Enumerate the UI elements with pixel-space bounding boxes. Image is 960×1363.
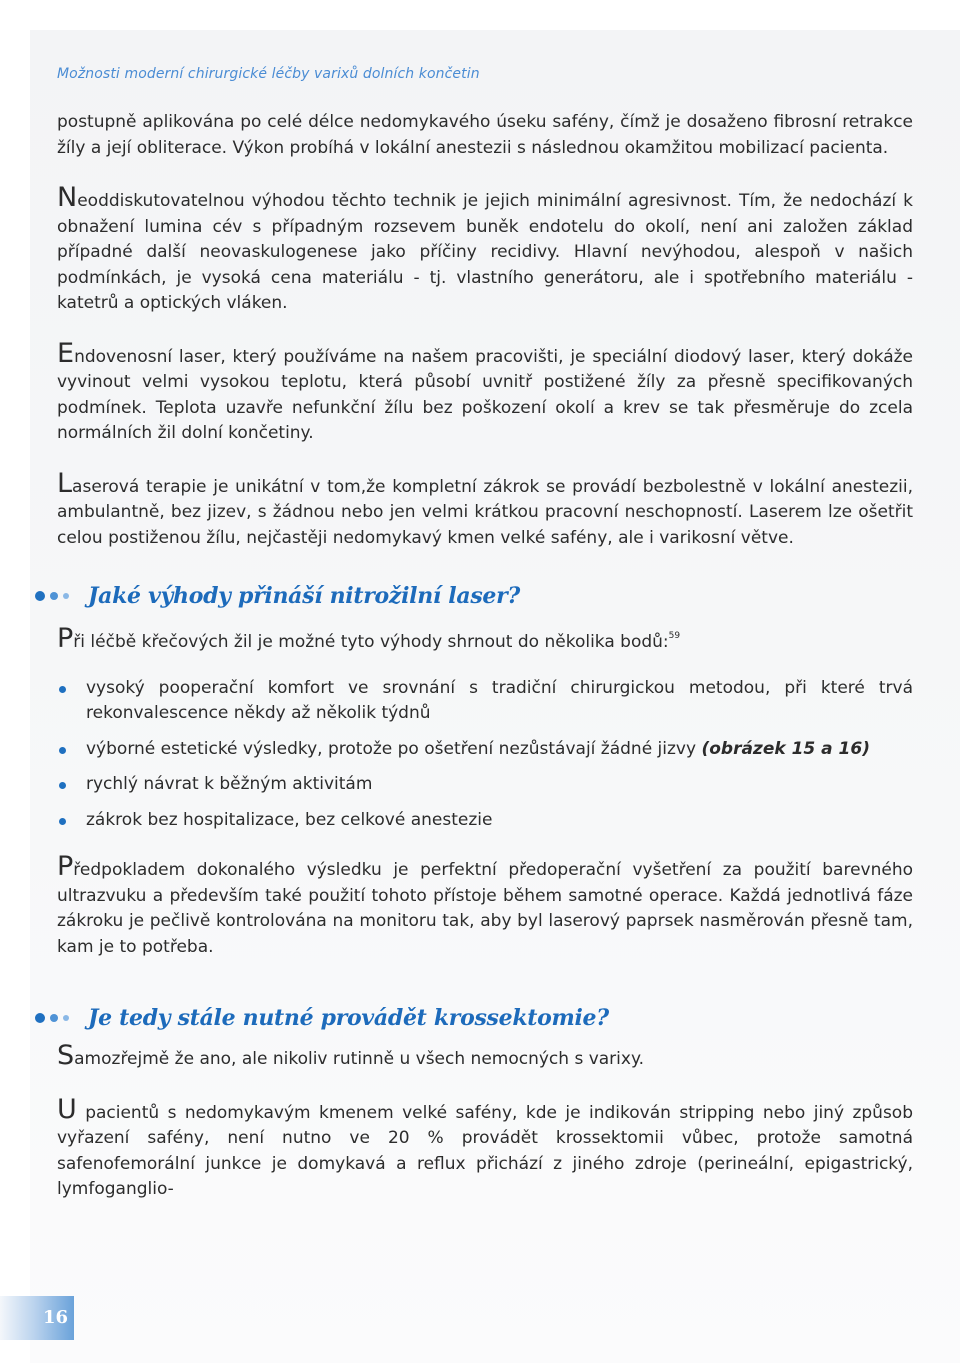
paragraph-endovenous-laser: [57, 337, 913, 447]
list-item-text: výborné estetické výsledky, protože po ošetření nezůstávají žádné jizvy: [86, 738, 702, 759]
bullet-icon: [59, 686, 66, 693]
paragraph-text: aserová terapie je unikátní v tom,že kompletní zákrok se provádí bezbolestně v lokální anestezii, ambulantně, bez jizev, s žádnou nebo jen velmi krátkou pracovní neschopností. Laserem lze ošetřit celou postiženou žílu, nejčastěji nedomykavý kmen velké safény, ale i varikosní větve.: [57, 476, 913, 548]
benefits-list: [57, 676, 913, 834]
paragraph-answer: [57, 1040, 913, 1073]
list-item: [57, 772, 913, 798]
page-content: [57, 110, 913, 1203]
drop-initial: P: [57, 851, 74, 882]
list-item: [57, 737, 913, 763]
paragraph-text: amozřejmě že ano, ale nikoliv rutinně u všech nemocných s varixy.: [74, 1049, 644, 1069]
paragraph-text: pacientů s nedomykavým kmenem velké safény, kde je indikován stripping nebo jiný způsob vyřazení safény, není nutno ve 20 % provádět krossektomii vůbec, protože samotná safenofemorální junkce je domykavá a reflux přichází z jiného zdroje (perineální, epigastrický, lymfoganglio-: [57, 1102, 913, 1199]
paragraph-text: ři léčbě křečových žil je možné tyto výhody shrnout do několika bodů:: [73, 632, 669, 652]
heading-text: Je tedy stále nutné provádět krossektomie?: [88, 1005, 609, 1031]
list-item: [57, 808, 913, 834]
paragraph-text: postupně aplikována po celé délce nedomykavého úseku safény, čímž je dosaženo fibrosní retrakce žíly a její obliterace. Výkon probíhá v lokální anestezii s následnou okamžitou mobilizací pacienta.: [57, 112, 913, 158]
list-item-text: zákrok bez hospitalizace, bez celkové anestezie: [86, 809, 493, 830]
page-number: 16: [42, 1307, 68, 1328]
list-item-text: rychlý návrat k běžným aktivitám: [86, 774, 373, 794]
running-header: Možnosti moderní chirurgické léčby varixů dolních končetin: [57, 66, 480, 82]
heading-text: Jaké výhody přináší nitrožilní laser?: [88, 583, 520, 609]
drop-initial: L: [57, 467, 73, 499]
heading-dots-icon: [35, 1013, 74, 1023]
section-heading-crossectomy: [57, 1000, 913, 1036]
paragraph-laser-therapy: [57, 467, 913, 552]
drop-initial: S: [57, 1040, 75, 1071]
paragraph-advantages: [57, 182, 913, 317]
paragraph-benefits-intro: [57, 624, 913, 656]
figure-reference: (obrázek 15 a 16): [701, 738, 870, 759]
paragraph-patients: [57, 1093, 913, 1203]
section-heading-laser-benefits: [57, 578, 913, 614]
paragraph-text: ředpokladem dokonalého výsledku je perfektní předoperační vyšetření za použití barevného ultrazvuku a především také použití tohoto přístoje během samotné operace. Každá jednotlivá fáze zákroku je pečlivě kontrolována na monitoru tak, aby byl laserový paprsek nasměrován přesně tam, kam je to potřeba.: [57, 860, 913, 957]
paragraph-text: eoddiskutovatelnou výhodou těchto technik je jejich minimální agresivnost. Tím, že nedochází k obnažení lumina cév s případným rozsevem buněk endotelu do okolí, není ani založen základ případné další neovaskulogenese jako příčiny recidivy. Hlavní nevýhodou, alespoň v našich podmínkách, je vysoká cena materiálu - tj. vlastního generátoru, ale i spotřebního materiálu - katetrů a optických vláken.: [57, 191, 913, 313]
paragraph-prerequisite: [57, 851, 913, 960]
list-item: [57, 676, 913, 727]
page-number-tab: [0, 1296, 74, 1340]
bullet-icon: [59, 747, 66, 754]
drop-initial: E: [57, 337, 75, 369]
list-item-text: vysoký pooperační komfort ve srovnání s tradiční chirurgickou metodou, při které trvá rekonvalescence někdy až několik týdnů: [86, 677, 913, 723]
bullet-icon: [59, 818, 66, 825]
citation-reference: 59: [668, 631, 681, 641]
heading-dots-icon: [35, 591, 74, 601]
drop-initial: P: [57, 623, 74, 654]
paragraph-continuation: [57, 110, 913, 161]
drop-initial: N: [57, 182, 78, 213]
paragraph-text: ndovenosní laser, který používáme na našem pracovišti, je speciální diodový laser, který dokáže vyvinout velmi vysokou teplotu, která působí uvnitř postižené žíly za přesně specifikovaných podmínek. Teplota uzavře nefunkční žílu bez poškození okolí a krev se tak přesměruje do zcela normálních žil dolní končetiny.: [57, 346, 913, 443]
bullet-icon: [59, 782, 66, 789]
drop-initial: U: [57, 1093, 77, 1125]
